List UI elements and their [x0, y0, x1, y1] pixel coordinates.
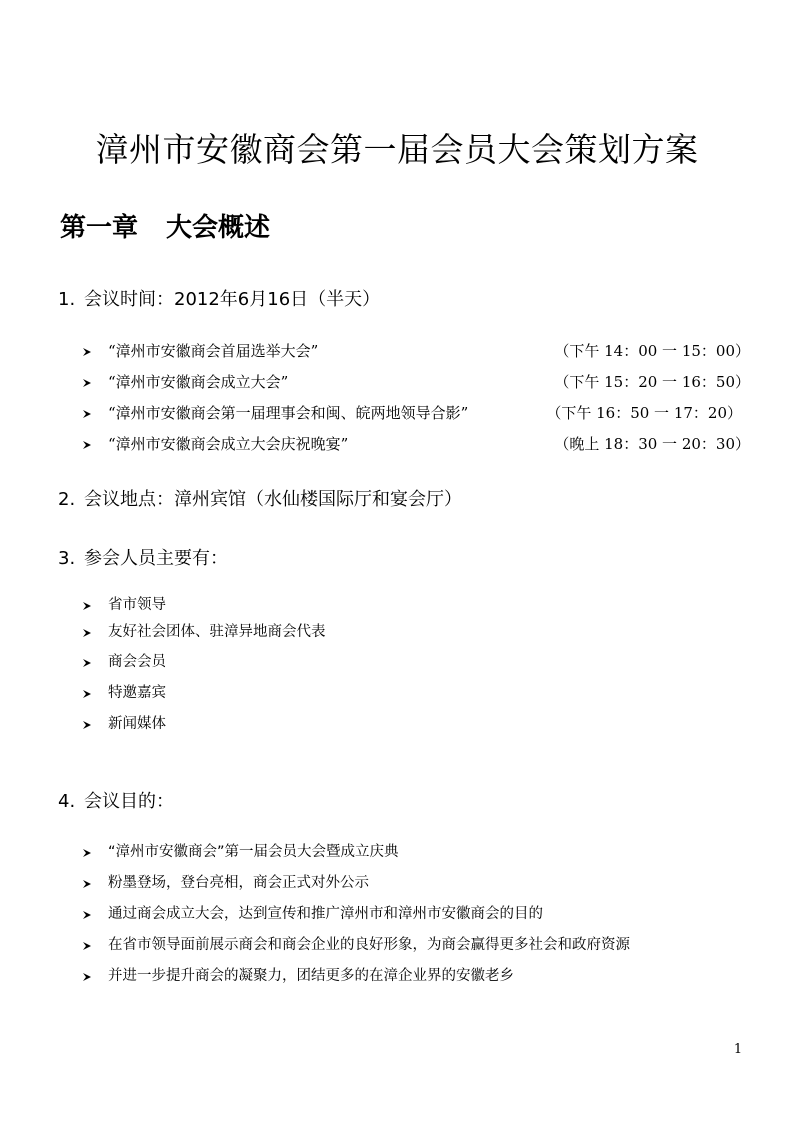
schedule-item-time: （下午 15：20 一 16：50） — [554, 373, 750, 391]
attendee-item-text: 友好社会团体、驻漳异地商会代表 — [108, 624, 326, 640]
schedule-item-text: “漳州市安徽商会成立大会庆祝晚宴” — [108, 435, 349, 453]
list-item — [80, 620, 750, 644]
arrowhead-bullet-icon — [80, 840, 94, 864]
list-item — [80, 712, 750, 736]
schedule-item-time: （下午 16：50 一 17：20） — [546, 404, 742, 422]
arrowhead-bullet-icon — [80, 370, 94, 394]
arrowhead-bullet-icon — [80, 933, 94, 957]
list-item — [80, 593, 750, 617]
list-item — [80, 840, 750, 864]
arrowhead-bullet-icon — [80, 681, 94, 705]
arrowhead-bullet-icon — [80, 964, 94, 988]
arrowhead-bullet-icon — [80, 620, 94, 644]
chapter-title: 大会概述 — [166, 213, 271, 243]
section-number: 3. — [58, 548, 76, 569]
section-number: 2. — [58, 489, 76, 510]
list-item — [80, 964, 750, 988]
purpose-item-text: 通过商会成立大会，达到宣传和推广漳州市和漳州市安徽商会的目的 — [108, 906, 543, 922]
arrowhead-bullet-icon — [80, 650, 94, 674]
section-number: 4. — [58, 791, 76, 812]
list-item — [80, 339, 750, 363]
schedule-item-time: （下午 14：00 一 15：00） — [554, 342, 750, 360]
section-title: 会议时间：2012年6月16日（半天） — [84, 289, 381, 310]
list-item — [80, 432, 750, 456]
section-heading-purpose — [58, 788, 174, 816]
purpose-item-text: 并进一步提升商会的凝聚力，团结更多的在漳企业界的安徽老乡 — [108, 968, 514, 984]
list-item — [80, 401, 750, 425]
schedule-item-text: “漳州市安徽商会首届选举大会” — [108, 342, 319, 360]
purpose-item-text: 在省市领导面前展示商会和商会企业的良好形象，为商会赢得更多社会和政府资源 — [108, 937, 630, 953]
section-heading-attendees — [58, 545, 228, 573]
list-item — [80, 650, 750, 674]
arrowhead-bullet-icon — [80, 712, 94, 736]
section-title: 会议目的： — [84, 791, 174, 812]
arrowhead-bullet-icon — [80, 871, 94, 895]
list-item — [80, 902, 750, 926]
purpose-item-text: “漳州市安徽商会”第一届会员大会暨成立庆典 — [108, 844, 399, 860]
arrowhead-bullet-icon — [80, 432, 94, 456]
attendee-item-text: 省市领导 — [108, 597, 166, 613]
schedule-item-time: （晚上 18：30 一 20：30） — [554, 435, 750, 453]
list-item — [80, 681, 750, 705]
section-number: 1. — [58, 289, 76, 310]
arrowhead-bullet-icon — [80, 593, 94, 617]
schedule-item-text: “漳州市安徽商会第一届理事会和闽、皖两地领导合影” — [108, 404, 469, 422]
schedule-item-text: “漳州市安徽商会成立大会” — [108, 373, 289, 391]
chapter-heading — [60, 208, 270, 248]
attendee-item-text: 新闻媒体 — [108, 716, 166, 732]
section-heading-meeting-venue — [58, 486, 462, 514]
document-title: 漳州市安徽商会第一届会员大会策划方案 — [95, 130, 699, 169]
page-number: 1 — [733, 1042, 743, 1057]
section-title: 参会人员主要有： — [84, 548, 228, 569]
arrowhead-bullet-icon — [80, 902, 94, 926]
arrowhead-bullet-icon — [80, 401, 94, 425]
attendee-item-text: 特邀嘉宾 — [108, 685, 166, 701]
purpose-item-text: 粉墨登场，登台亮相，商会正式对外公示 — [108, 875, 369, 891]
chapter-label: 第一章 — [60, 213, 139, 243]
list-item — [80, 370, 750, 394]
arrowhead-bullet-icon — [80, 339, 94, 363]
list-item — [80, 871, 750, 895]
section-heading-meeting-time — [58, 286, 380, 314]
list-item — [80, 933, 750, 957]
attendee-item-text: 商会会员 — [108, 654, 166, 670]
section-title: 会议地点：漳州宾馆（水仙楼国际厅和宴会厅） — [84, 489, 462, 510]
